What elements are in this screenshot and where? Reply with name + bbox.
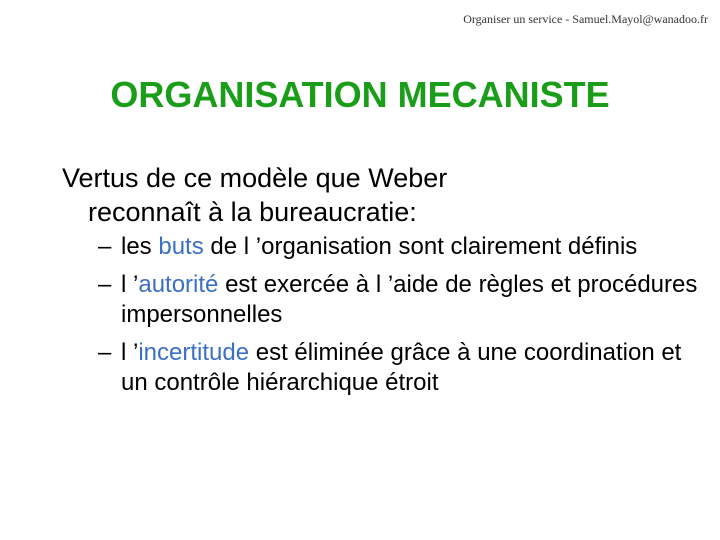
bullet-text-pre: les	[121, 233, 159, 260]
bullet-item	[98, 232, 698, 262]
bullet-keyword: incertitude	[138, 339, 250, 366]
header-note: Organiser un service - Samuel.Mayol@wanadoo.fr	[463, 12, 708, 26]
slide-title: ORGANISATION MECANISTE	[110, 74, 610, 115]
bullet-dash: –	[98, 233, 112, 260]
bullet-text-pre: l ’	[121, 339, 139, 366]
bullet-keyword: buts	[158, 233, 204, 260]
bullet-keyword: autorité	[138, 271, 219, 298]
bullet-text-post: de l ’organisation sont clairement définis	[203, 233, 638, 260]
bullet-text-pre: l ’	[121, 271, 139, 298]
bullet-item	[98, 270, 698, 330]
bullet-dash: –	[98, 271, 112, 298]
bullet-text-post: est exercée à l ’aide de règles et procédures impersonnelles	[121, 271, 698, 328]
intro-line-2: reconnaît à la bureaucratie:	[88, 197, 417, 227]
bullet-item	[98, 338, 698, 398]
bullet-list	[98, 232, 698, 406]
intro-line-1: Vertus de ce modèle que Weber	[62, 163, 448, 193]
intro-text	[62, 161, 672, 229]
bullet-text-post: est éliminée grâce à une coordination et un contrôle hiérarchique étroit	[121, 339, 682, 396]
bullet-dash: –	[98, 339, 112, 366]
